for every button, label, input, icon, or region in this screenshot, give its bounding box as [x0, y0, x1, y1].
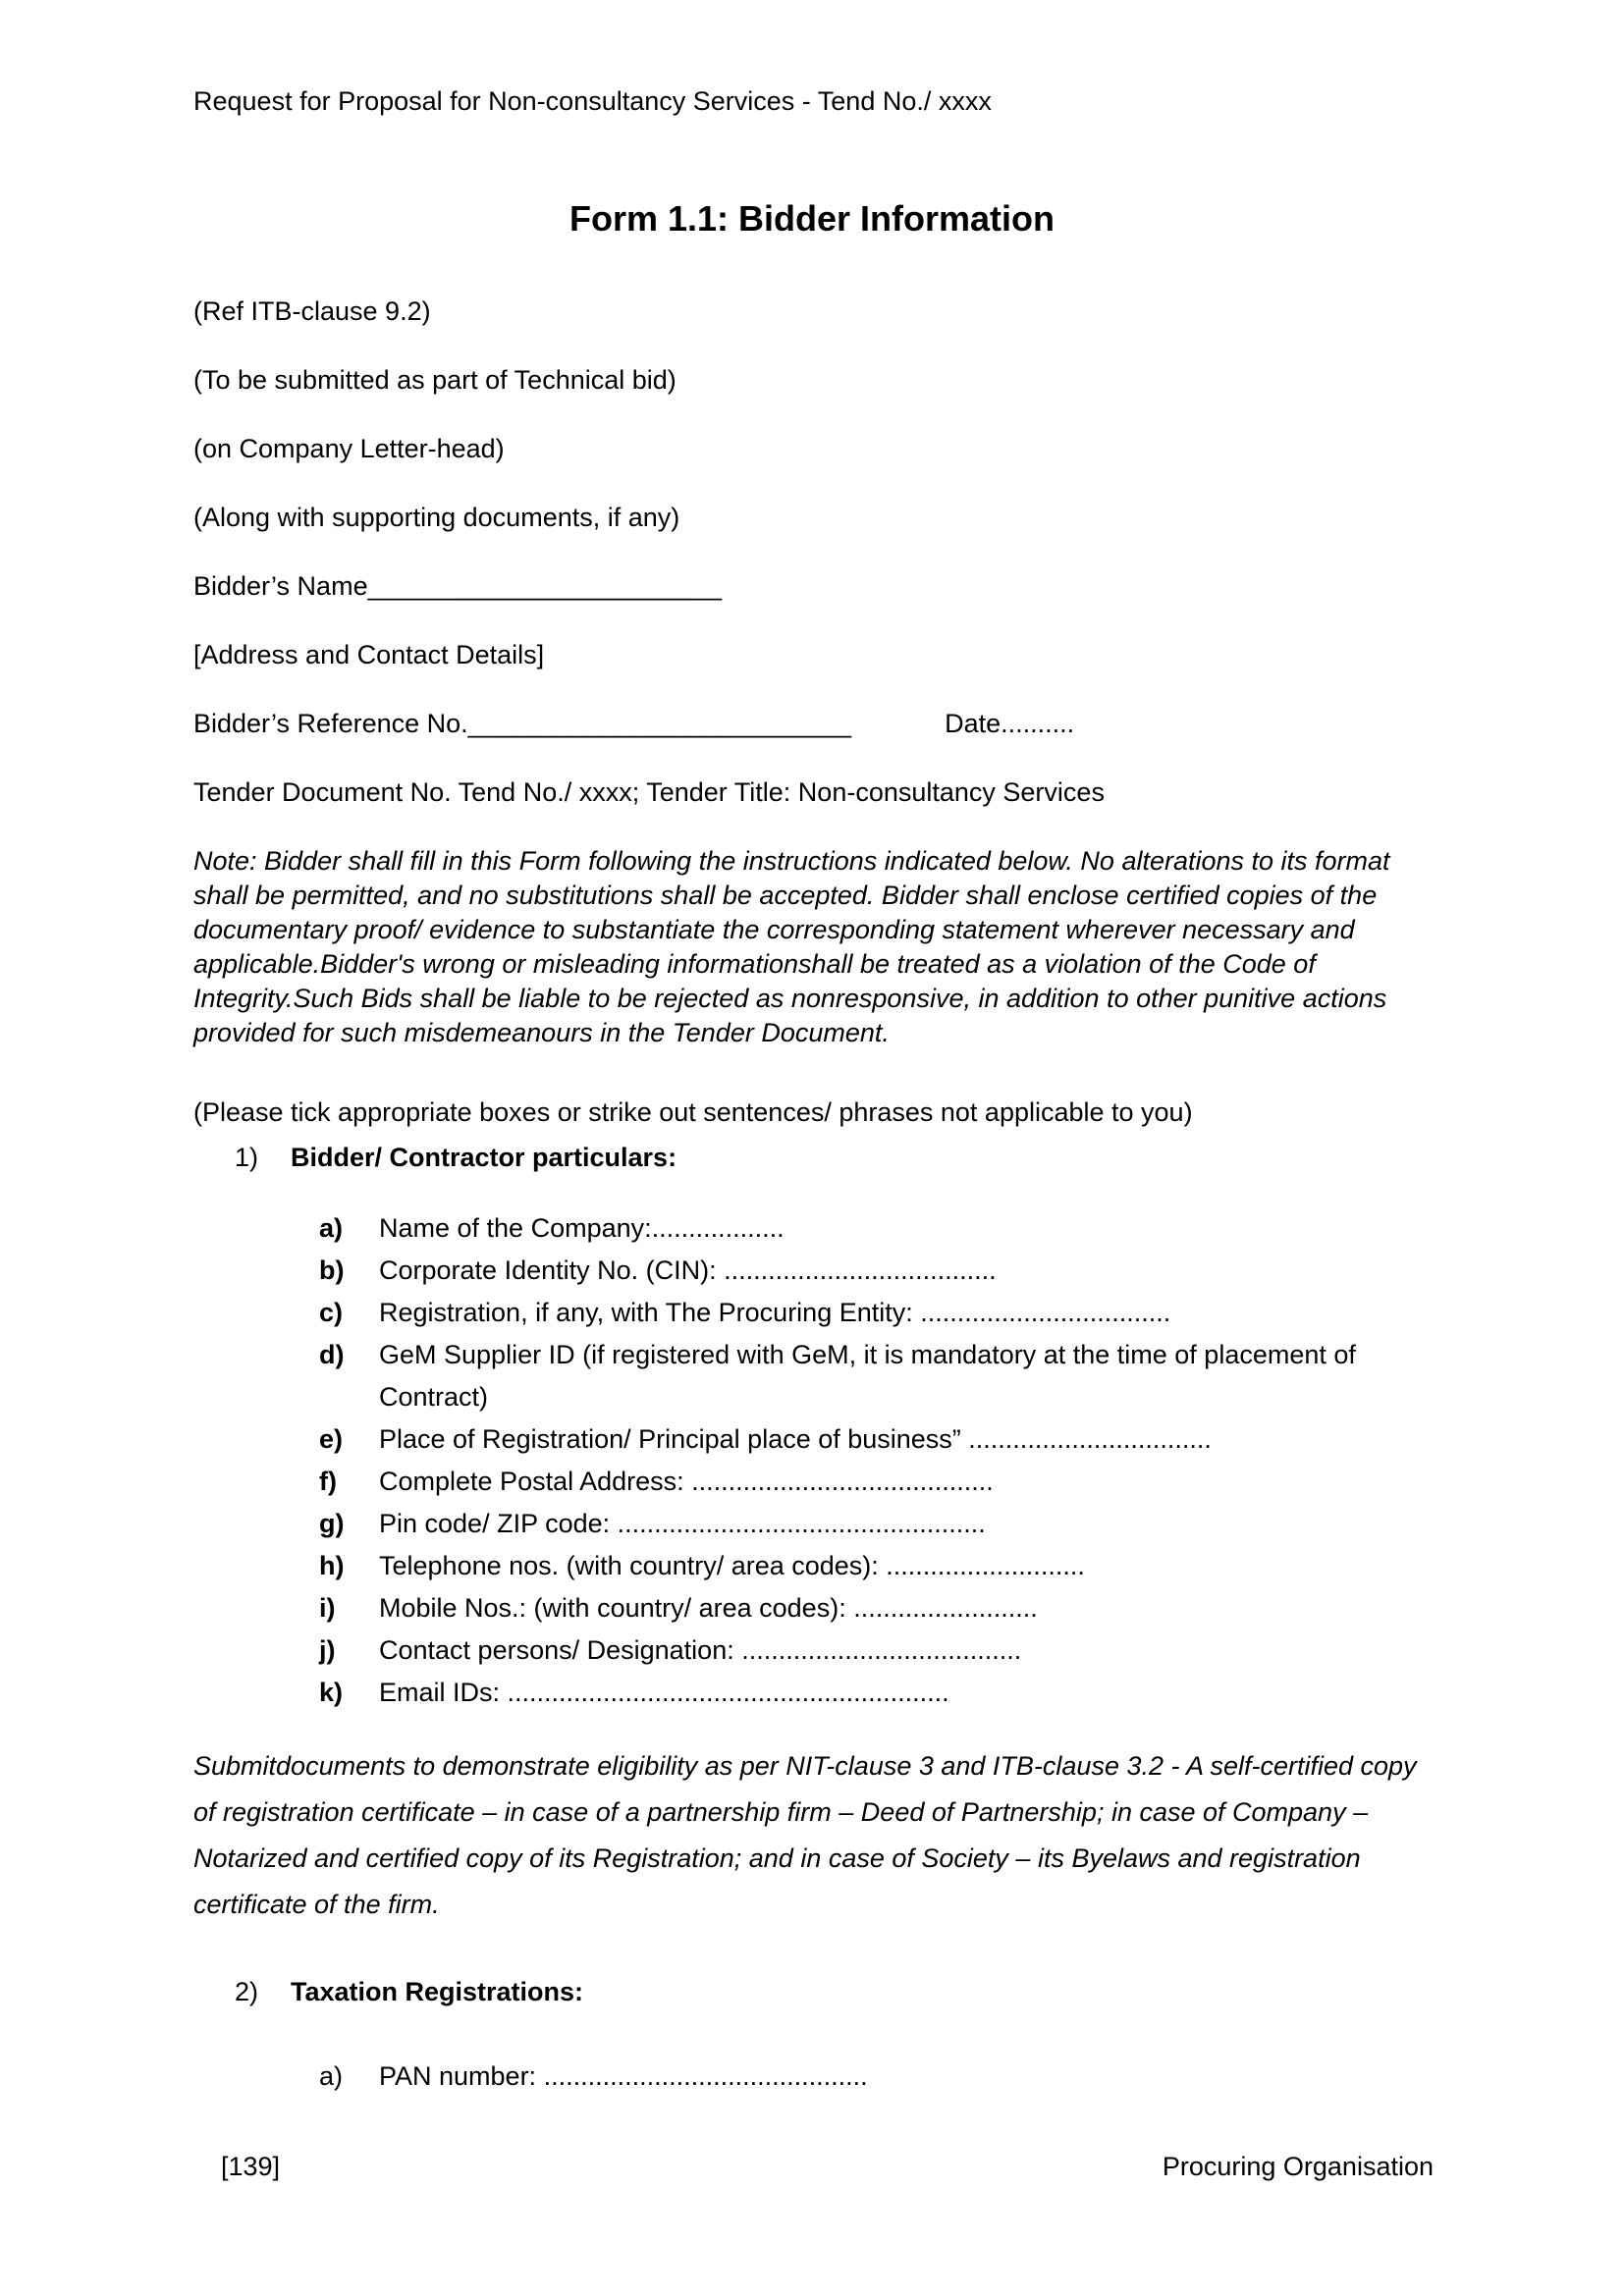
item-text: Telephone nos. (with country/ area codes): ........................... — [379, 1551, 1085, 1580]
page-header: Request for Proposal for Non-consultancy Services - Tend No./ xxxx — [193, 86, 992, 116]
list-item — [193, 1334, 1431, 1418]
supporting-docs-line: (Along with supporting documents, if any) — [193, 503, 680, 532]
list-item — [193, 1207, 1431, 1250]
list-item — [193, 1461, 1431, 1503]
letterhead-line: (on Company Letter-head) — [193, 434, 505, 463]
note-paragraph: Note: Bidder shall fill in this Form following the instructions indicated below. No alterations to its format shall be permitted, and no substitutions shall be accepted. Bidder shall enclose certified copies of the documentary proof/ evidence to substantiate the corresponding statement wherever necessary and applicable.Bidder's wrong or misleading informationshall be treated as a violation of the Code of Integrity.Such Bids shall be liable to be rejected as nonresponsive, in addition to other punitive actions provided for such misdemeanours in the Tender Document. — [193, 846, 1390, 1047]
section-2-title: Taxation Registrations: — [291, 1977, 584, 2006]
submit-documents-note: Submitdocuments to demonstrate eligibility as per NIT-clause 3 and ITB-clause 3.2 - A self-certified copy of registration certificate – in case of a partnership firm – Deed of Partnership; in case of Company – Notarized and certified copy of its Registration; and in case of Society – its Byelaws and registration certificate of the firm. — [193, 1751, 1417, 1919]
item-text: Pin code/ ZIP code: .................................................. — [379, 1509, 986, 1538]
item-letter: e) — [319, 1424, 344, 1454]
section-2-heading — [193, 1975, 1431, 2008]
form-title: Form 1.1: Bidder Information — [568, 198, 1056, 239]
list-item — [193, 1418, 1431, 1461]
list-item — [193, 1545, 1431, 1587]
bidder-name-blank: ________________________ — [367, 571, 722, 601]
item-letter: b) — [319, 1255, 345, 1285]
item-letter: a) — [319, 1213, 344, 1243]
page-footer — [221, 2150, 1434, 2183]
item-text: GeM Supplier ID (if registered with GeM, it is mandatory at the time of placement of Contract) — [379, 1340, 1356, 1412]
item-text: Complete Postal Address: ......................................... — [379, 1467, 994, 1496]
list-item — [193, 1250, 1431, 1292]
reference-line — [193, 707, 1431, 740]
item-text: Mobile Nos.: (with country/ area codes): ......................... — [379, 1593, 1038, 1623]
reference-blank: __________________________ — [467, 709, 852, 738]
item-letter: j) — [319, 1635, 336, 1665]
list-item — [193, 1629, 1431, 1672]
item-letter: k) — [319, 1678, 344, 1707]
item-text: Email IDs: ............................................................ — [379, 1678, 949, 1707]
section-1-number: 1) — [235, 1143, 259, 1172]
tender-document-line: Tender Document No. Tend No./ xxxx; Tender Title: Non-consultancy Services — [193, 777, 1105, 807]
item-letter: f) — [319, 1467, 337, 1496]
section-1-title: Bidder/ Contractor particulars: — [291, 1143, 677, 1172]
section-2-list — [193, 2056, 1431, 2098]
bidder-name-label: Bidder’s Name — [193, 571, 368, 601]
section-2-number: 2) — [235, 1977, 259, 2006]
ref-clause-line: (Ref ITB-clause 9.2) — [193, 296, 431, 326]
item-text: Corporate Identity No. (CIN): ..................................... — [379, 1255, 997, 1285]
date-label: Date.......... — [945, 709, 1075, 738]
item-letter: g) — [319, 1509, 345, 1538]
address-contact-line: [Address and Contact Details] — [193, 640, 545, 669]
section-1-heading — [193, 1141, 1431, 1174]
item-text: Place of Registration/ Principal place of business” ................................. — [379, 1424, 1212, 1454]
reference-label: Bidder’s Reference No. — [193, 709, 468, 738]
item-text: Registration, if any, with The Procuring Entity: .................................. — [379, 1298, 1171, 1327]
tick-instruction: (Please tick appropriate boxes or strike out sentences/ phrases not applicable to you) — [193, 1097, 1193, 1127]
bidder-name-line — [193, 569, 1431, 603]
item-letter: h) — [319, 1551, 345, 1580]
section-1-list — [193, 1207, 1431, 1714]
list-item — [193, 2056, 1431, 2098]
footer-page-number: [139] — [221, 2152, 281, 2181]
footer-organisation: Procuring Organisation — [1162, 2152, 1434, 2181]
item-text: Name of the Company:.................. — [379, 1213, 785, 1243]
list-item — [193, 1672, 1431, 1714]
technical-bid-line: (To be submitted as part of Technical bid) — [193, 365, 677, 395]
item-letter: a) — [319, 2061, 344, 2091]
item-letter: i) — [319, 1593, 336, 1623]
item-letter: c) — [319, 1298, 344, 1327]
list-item — [193, 1587, 1431, 1629]
item-text: PAN number: ............................................ — [379, 2061, 868, 2091]
item-letter: d) — [319, 1340, 345, 1369]
item-text: Contact persons/ Designation: ...................................... — [379, 1635, 1022, 1665]
list-item — [193, 1292, 1431, 1334]
list-item — [193, 1503, 1431, 1545]
